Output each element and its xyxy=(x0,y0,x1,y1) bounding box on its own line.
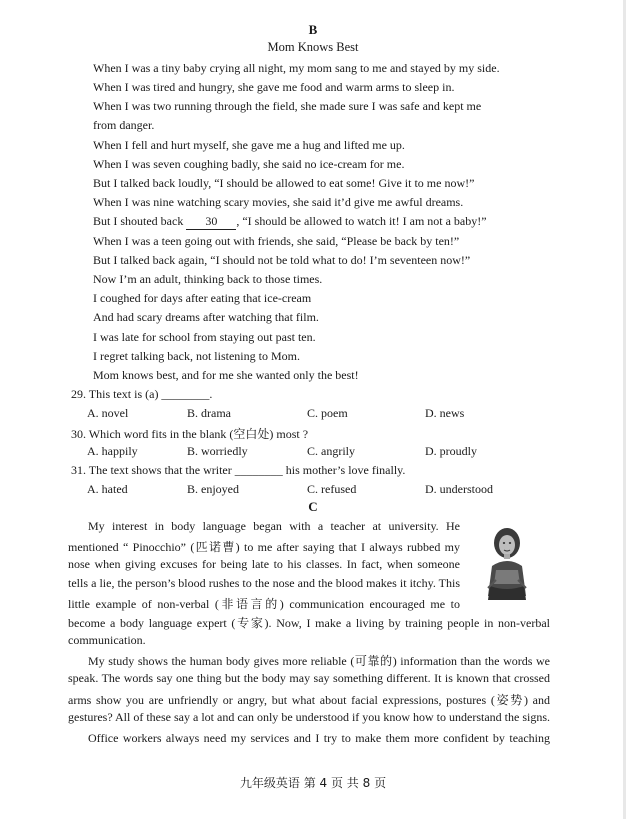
section-b-letter: B xyxy=(308,22,318,37)
poem-line: When I was tired and hungry, she gave me food and warm arms to sleep in. xyxy=(93,80,455,94)
blank-line-after: , “I should be allowed to watch it! I am not a baby!” xyxy=(236,214,487,228)
paragraph-line: arms show you are unfriendly or angry, but what about facial expressions, postures (姿势) and xyxy=(68,693,550,707)
page-footer: 九年级英语 第 4 页 共 8 页 xyxy=(239,776,387,790)
section-c-letter: C xyxy=(308,499,318,514)
poem-line: When I was a teen going out with friends, she said, “Please be back by ten!” xyxy=(93,234,460,248)
blank-30[interactable]: 30 xyxy=(186,214,236,230)
poem-line: from danger. xyxy=(93,118,155,132)
q29-option-b[interactable]: B. drama xyxy=(187,406,231,420)
paragraph-line: communication. xyxy=(68,633,146,647)
poem-line: When I fell and hurt myself, she gave me a hug and lifted me up. xyxy=(93,138,405,152)
poem-line: When I was nine watching scary movies, she said it’d give me awful dreams. xyxy=(93,195,464,209)
question-31-stem: 31. The text shows that the writer ________ his mother’s love finally. xyxy=(71,463,406,477)
paragraph-line: gestures? All of these say a lot and can only be understood if you know how to understand the signs. xyxy=(68,710,550,724)
passage-title: Mom Knows Best xyxy=(267,40,359,54)
paragraph-line: My study shows the human body gives more reliable (可靠的) information than the words we xyxy=(88,654,550,668)
poem-line: Mom knows best, and for me she wanted only the best! xyxy=(93,368,359,382)
poem-line: I was late for school from staying out past ten. xyxy=(93,330,316,344)
paragraph-line: My interest in body language began with a teacher at university. He xyxy=(88,519,460,533)
poem-line: When I was two running through the field, she made sure I was safe and kept me xyxy=(93,99,482,113)
paragraph-line: mentioned “ Pinocchio” (匹诺曹) to me after saying that I always rubbed my xyxy=(68,540,460,554)
poem-line: When I was seven coughing badly, she said no ice-cream for me. xyxy=(93,157,405,171)
paragraph-line: nose when giving excuses for being late to his classes. In fact, when someone xyxy=(68,557,460,571)
paragraph-line: speak. The words say one thing but the body may say something different. It is known that crossed xyxy=(68,671,550,685)
question-30-stem: 30. Which word fits in the blank (空白处) most ? xyxy=(71,427,309,441)
poem-line: I coughed for days after eating that ice-cream xyxy=(93,291,312,305)
q29-option-c[interactable]: C. poem xyxy=(307,406,348,420)
q31-option-c[interactable]: C. refused xyxy=(307,482,357,496)
paragraph-line: tells a lie, the person’s blood rushes to the nose and the blood makes it itchy. This xyxy=(68,576,460,590)
q29-option-d[interactable]: D. news xyxy=(425,406,465,420)
poem-line: But I talked back again, “I should not be told what to do! I’m seventeen now!” xyxy=(93,253,471,267)
poem-line-with-blank xyxy=(93,214,487,230)
woman-photo xyxy=(484,526,530,604)
q31-option-a[interactable]: A. hated xyxy=(87,482,128,496)
poem-line: And had scary dreams after watching that film. xyxy=(93,310,319,324)
q29-option-a[interactable]: A. novel xyxy=(87,406,129,420)
q30-option-c[interactable]: C. angrily xyxy=(307,444,355,458)
q30-option-b[interactable]: B. worriedly xyxy=(187,444,248,458)
blank-line-before: But I shouted back xyxy=(93,214,187,228)
poem-line: But I talked back loudly, “I should be allowed to eat some! Give it to me now!” xyxy=(93,176,475,190)
q31-option-d[interactable]: D. understood xyxy=(425,482,493,496)
question-29-stem: 29. This text is (a) ________. xyxy=(71,387,213,401)
q31-option-b[interactable]: B. enjoyed xyxy=(187,482,239,496)
paragraph-line: little example of non-verbal (非语言的) communication encouraged me to xyxy=(68,597,460,611)
paragraph-line: become a body language expert (专家). Now, I make a living by training people in non-verbal xyxy=(68,616,550,630)
q30-option-a[interactable]: A. happily xyxy=(87,444,138,458)
q30-option-d[interactable]: D. proudly xyxy=(425,444,477,458)
poem-line: Now I’m an adult, thinking back to those times. xyxy=(93,272,323,286)
poem-line: When I was a tiny baby crying all night, my mom sang to me and stayed by my side. xyxy=(93,61,500,75)
poem-line: I regret talking back, not listening to Mom. xyxy=(93,349,300,363)
paragraph-line: Office workers always need my services and I try to make them more confident by teaching xyxy=(88,731,550,745)
